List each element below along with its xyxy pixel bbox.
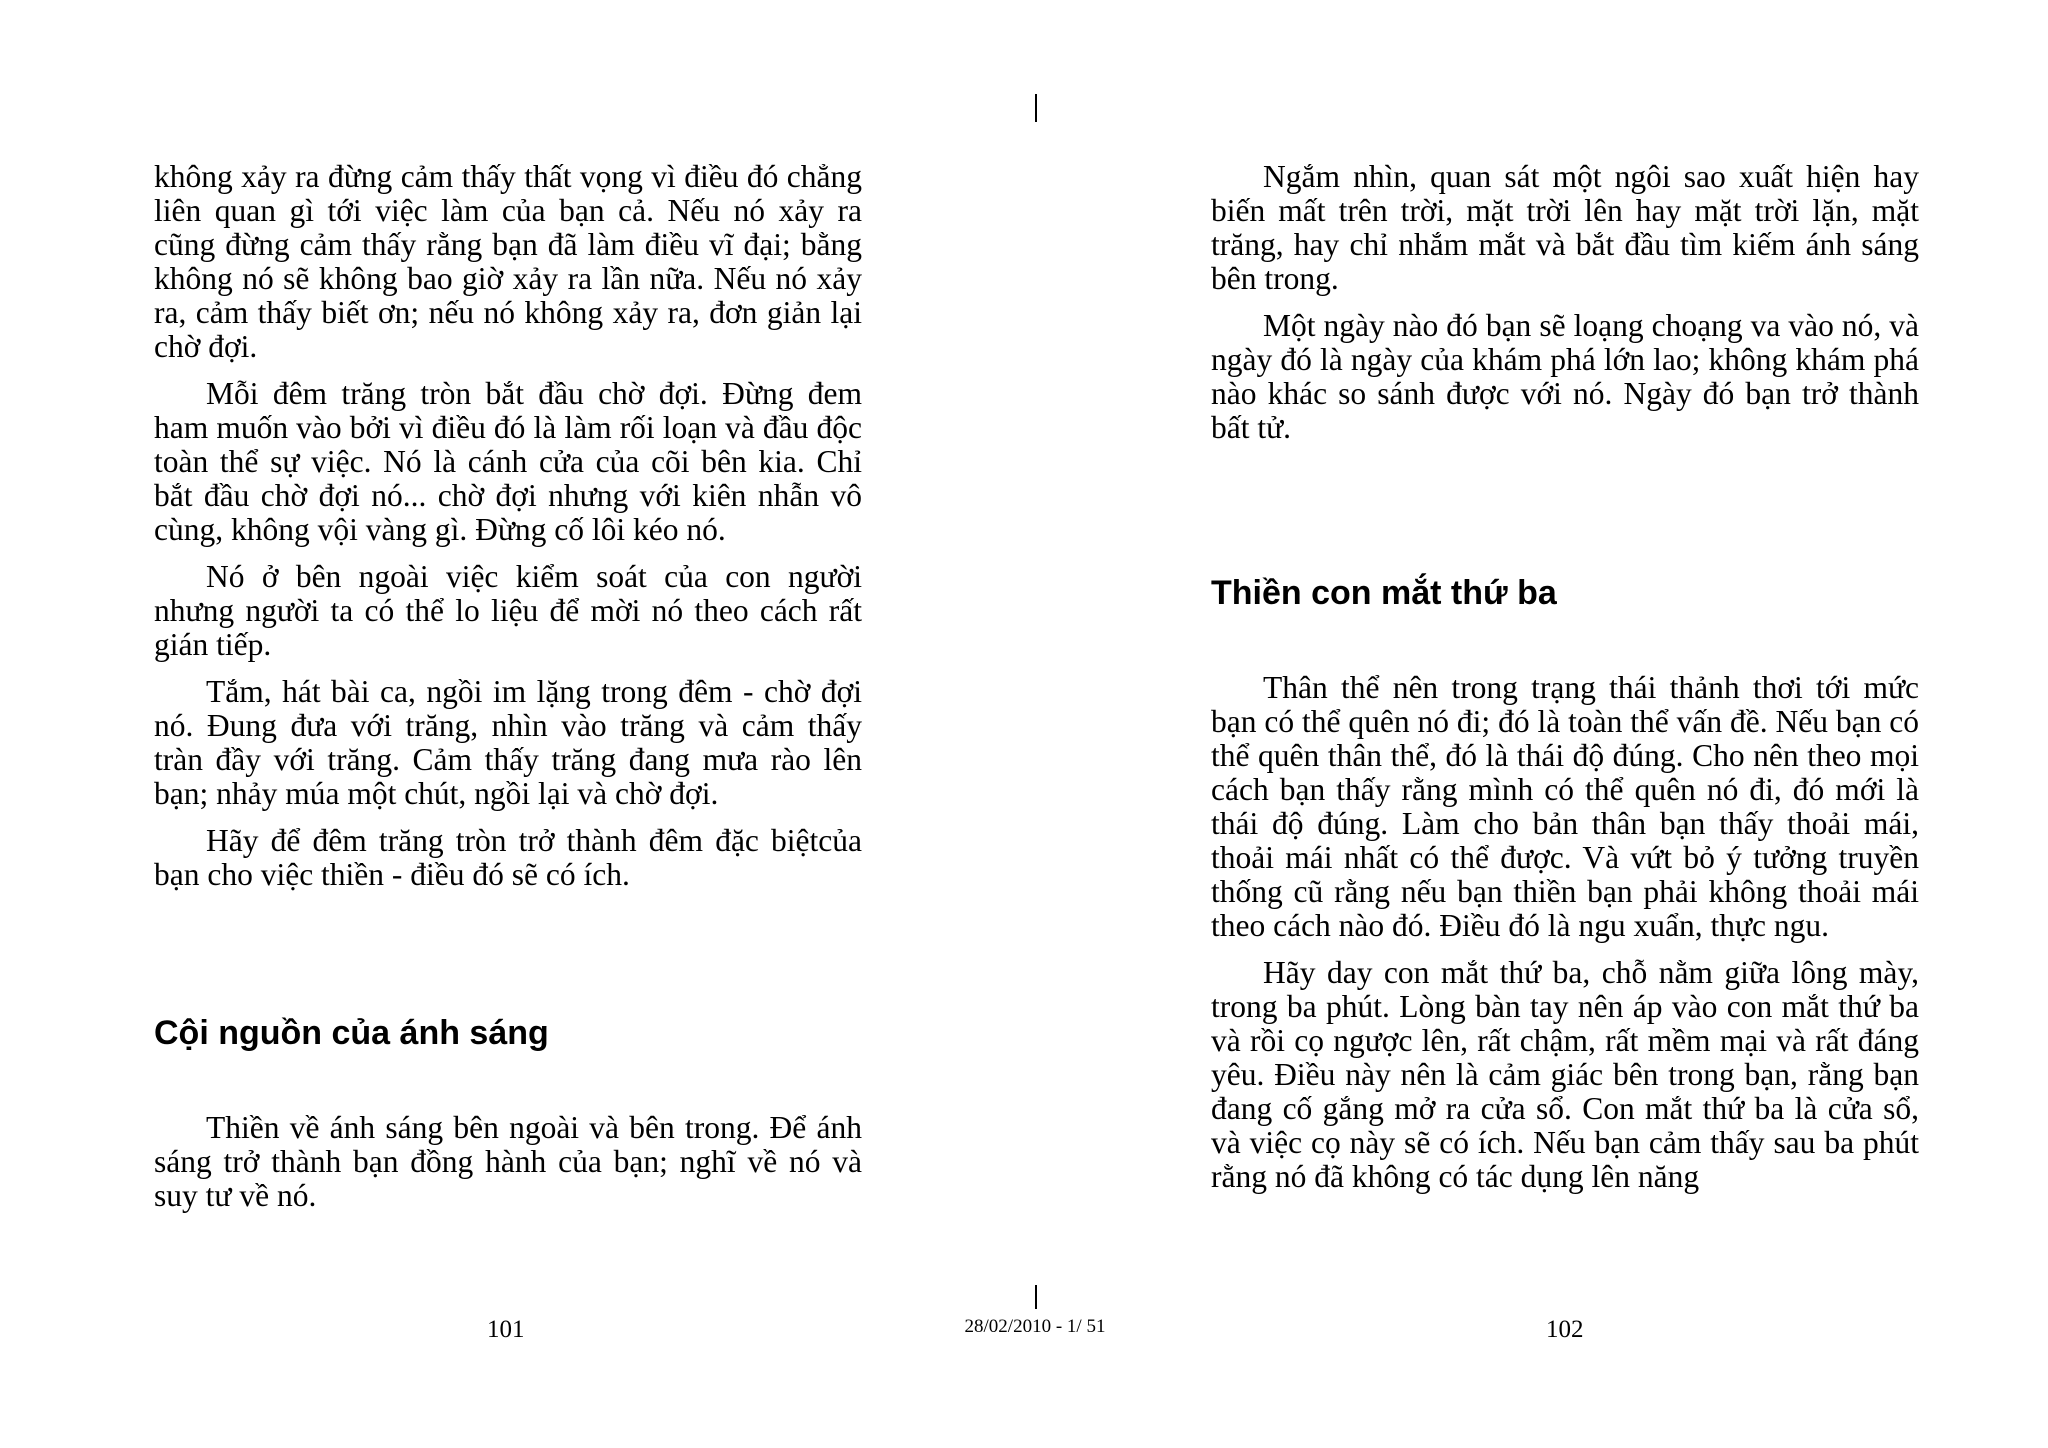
paragraph: Hãy để đêm trăng tròn trở thành đêm đặc biệtcủa bạn cho việc thiền - điều đó sẽ có ích. (154, 823, 862, 892)
paragraph: Nó ở bên ngoài việc kiểm soát của con người nhưng người ta có thể lo liệu để mời nó theo cách rất gián tiếp. (154, 559, 862, 662)
paragraph: Ngắm nhìn, quan sát một ngôi sao xuất hiện hay biến mất trên trời, mặt trời lên hay mặt trời lặn, mặt trăng, hay chỉ nhắm mắt và bắt đầu tìm kiếm ánh sáng bên trong. (1211, 159, 1919, 296)
paragraph: Thiền về ánh sáng bên ngoài và bên trong. Để ánh sáng trở thành bạn đồng hành của bạn; nghĩ về nó và suy tư về nó. (154, 1110, 862, 1213)
right-page-text (1211, 160, 1919, 1207)
bottom-center-mark (1035, 1285, 1037, 1309)
paragraph: Tắm, hát bài ca, ngồi im lặng trong đêm - chờ đợi nó. Đung đưa với trăng, nhìn vào trăng và cảm thấy tràn đầy với trăng. Cảm thấy trăng đang mưa rào lên bạn; nhảy múa một chút, ngồi lại và chờ đợi. (154, 674, 862, 811)
paragraph: Thân thể nên trong trạng thái thảnh thơi tới mức bạn có thể quên nó đi; đó là toàn thể vấn đề. Nếu bạn có thể quên thân thể, đó là thái độ đúng. Cho nên theo mọi cách bạn thấy rằng mình có thể quên nó đi, đó mới là thái độ đúng. Làm cho bản thân bạn thấy thoải mái, thoải mái nhất có thể được. Và vứt bỏ ý tưởng truyền thống cũ rằng nếu bạn thiền bạn phải không thoải mái theo cách nào đó. Điều đó là ngu xuẩn, thực ngu. (1211, 670, 1919, 943)
page-number-left: 101 (487, 1316, 525, 1343)
paragraph: Mỗi đêm trăng tròn bắt đầu chờ đợi. Đừng đem ham muốn vào bởi vì điều đó là làm rối loạn và đầu độc toàn thể sự việc. Nó là cánh cửa của cõi bên kia. Chỉ bắt đầu chờ đợi nó... chờ đợi nhưng với kiên nhẫn vô cùng, không vội vàng gì. Đừng cố lôi kéo nó. (154, 376, 862, 547)
page-number-right: 102 (1546, 1316, 1584, 1343)
paragraph: không xảy ra đừng cảm thấy thất vọng vì điều đó chẳng liên quan gì tới việc làm của bạn cả. Nếu nó xảy ra cũng đừng cảm thấy rằng bạn đã làm điều vĩ đại; bằng không nó sẽ không bao giờ xảy ra lần nữa. Nếu nó xảy ra, cảm thấy biết ơn; nếu nó không xảy ra, đơn giản lại chờ đợi. (154, 159, 862, 364)
paragraph: Hãy day con mắt thứ ba, chỗ nằm giữa lông mày, trong ba phút. Lòng bàn tay nên áp vào con mắt thứ ba và rồi cọ ngược lên, rất chậm, rất mềm mại và rất đáng yêu. Điều này nên là cảm giác bên trong bạn, rằng bạn đang cố gắng mở ra cửa sổ. Con mắt thứ ba là cửa sổ, và việc cọ này sẽ có ích. Nếu bạn cảm thấy sau ba phút rằng nó đã không có tác dụng lên năng (1211, 955, 1919, 1194)
section-heading: Thiền con mắt thứ ba (1211, 574, 1557, 612)
top-center-mark (1035, 94, 1037, 122)
paragraph: Một ngày nào đó bạn sẽ loạng choạng va vào nó, và ngày đó là ngày của khám phá lớn lao; không khám phá nào khác so sánh được với nó. Ngày đó bạn trở thành bất tử. (1211, 308, 1919, 445)
footer-date-page: 28/02/2010 - 1/ 51 (964, 1316, 1106, 1337)
left-page-text (154, 160, 862, 1226)
section-heading: Cội nguồn của ánh sáng (154, 1014, 549, 1052)
